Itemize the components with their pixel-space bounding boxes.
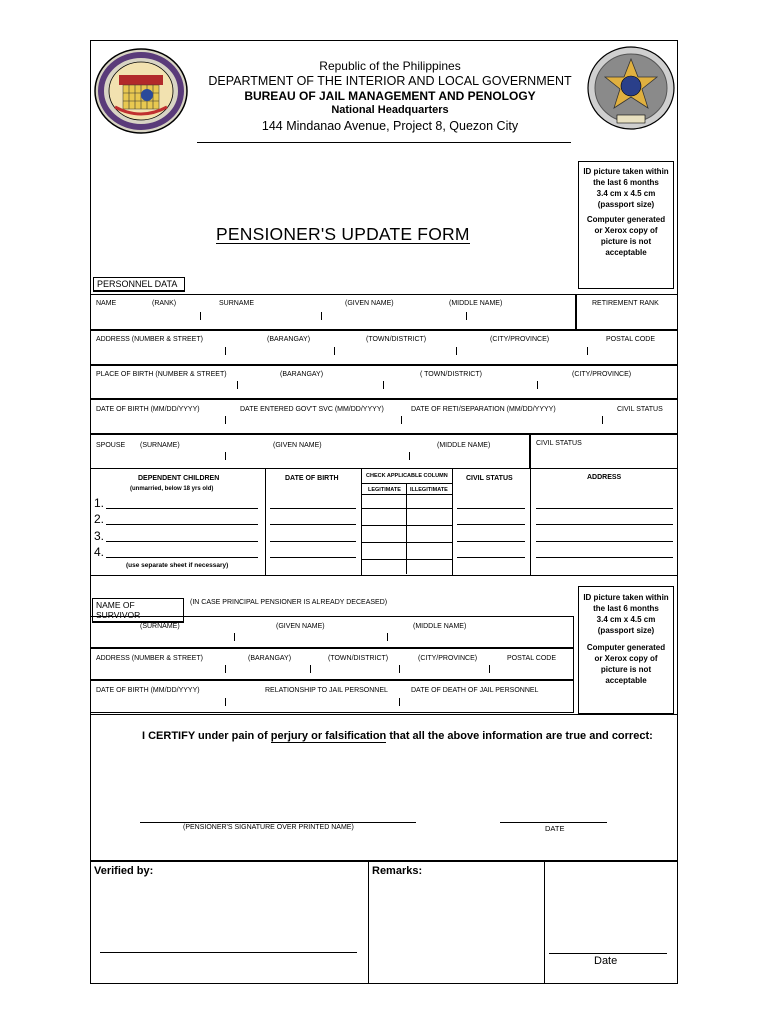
legitimate-header: LEGITIMATE bbox=[368, 487, 401, 493]
certify-text-3: that all the above information are true and correct: bbox=[386, 730, 653, 742]
id-picture-line: ID picture taken within bbox=[583, 593, 669, 602]
check-grid-line bbox=[361, 559, 452, 560]
child-address-line[interactable] bbox=[536, 541, 673, 542]
header-hq: National Headquarters bbox=[331, 104, 449, 116]
field-separator bbox=[466, 312, 467, 320]
id-picture-line: Computer generated bbox=[586, 215, 666, 224]
field-separator bbox=[310, 665, 311, 673]
id-picture-line: ID picture taken within bbox=[583, 167, 669, 176]
footer-date-label: Date bbox=[594, 955, 618, 967]
town-label: (TOWN/DISTRICT) bbox=[366, 336, 427, 343]
survivor-note: (IN CASE PRINCIPAL PENSIONER IS ALREADY DECEASED) bbox=[190, 599, 388, 606]
certify-divider bbox=[90, 714, 678, 715]
field-separator bbox=[409, 452, 410, 460]
surname-label: SURNAME bbox=[219, 300, 255, 307]
survivor-postal-label: POSTAL CODE bbox=[507, 655, 557, 662]
field-separator bbox=[225, 347, 226, 355]
dob-header: DATE OF BIRTH bbox=[285, 475, 339, 482]
rank-label: (RANK) bbox=[152, 300, 177, 307]
verified-by-signature-line[interactable] bbox=[100, 952, 357, 953]
field-separator bbox=[225, 416, 226, 424]
illegitimate-header: ILLEGITIMATE bbox=[410, 487, 448, 493]
field-separator bbox=[602, 416, 603, 424]
survivor-town-label: (TOWN/DISTRICT) bbox=[328, 655, 389, 662]
spouse-given-label: (GIVEN NAME) bbox=[273, 442, 322, 449]
survivor-dob-label: DATE OF BIRTH (MM/DD/YYYY) bbox=[96, 687, 200, 694]
spouse-label: SPOUSE bbox=[96, 442, 126, 449]
id-picture-line: acceptable bbox=[605, 248, 647, 257]
id-picture-line: Computer generated bbox=[586, 643, 666, 652]
name-of-survivor-label: NAME OF SURVIVOR bbox=[92, 598, 184, 623]
field-separator bbox=[489, 665, 490, 673]
civil-status-header: CIVIL STATUS bbox=[466, 475, 513, 482]
child-civil-line[interactable] bbox=[457, 524, 525, 525]
child-dob-line[interactable] bbox=[270, 508, 356, 509]
survivor-surname-label: (SURNAME) bbox=[140, 623, 180, 630]
bjmp-seal-icon bbox=[93, 47, 189, 135]
middle-name-label: (MIDDLE NAME) bbox=[449, 300, 503, 307]
id-picture-line: the last 6 months bbox=[593, 178, 659, 187]
place-of-birth-label: PLACE OF BIRTH (NUMBER & STREET) bbox=[96, 371, 227, 378]
child-address-line[interactable] bbox=[536, 557, 673, 558]
id-picture-line: acceptable bbox=[605, 676, 647, 685]
child-address-line[interactable] bbox=[536, 524, 673, 525]
postal-label: POSTAL CODE bbox=[606, 336, 656, 343]
col-divider bbox=[452, 469, 453, 576]
check-grid-line bbox=[361, 494, 452, 495]
col-divider bbox=[530, 469, 531, 576]
id-picture-line: 3.4 cm x 4.5 cm bbox=[596, 615, 656, 624]
given-name-label: (GIVEN NAME) bbox=[345, 300, 394, 307]
header-bureau: BUREAU OF JAIL MANAGEMENT AND PENOLOGY bbox=[244, 89, 536, 103]
field-separator bbox=[587, 347, 588, 355]
date-retirement-label: DATE OF RETI/SEPARATION (MM/DD/YYYY) bbox=[411, 406, 556, 413]
survivor-dates-row[interactable] bbox=[90, 680, 574, 713]
id-picture-line: or Xerox copy of bbox=[594, 654, 658, 663]
col-divider bbox=[265, 469, 266, 576]
id-picture-line: 3.4 cm x 4.5 cm bbox=[596, 189, 656, 198]
date-of-birth-label: DATE OF BIRTH (MM/DD/YYYY) bbox=[96, 406, 200, 413]
id-picture-box[interactable] bbox=[578, 161, 674, 289]
field-separator bbox=[225, 665, 226, 673]
spouse-middle-label: (MIDDLE NAME) bbox=[437, 442, 491, 449]
id-picture-line: (passport size) bbox=[597, 626, 655, 635]
child-dob-line[interactable] bbox=[270, 557, 356, 558]
check-column-header: CHECK APPLICABLE COLUMN bbox=[366, 473, 448, 479]
certify-date-line[interactable] bbox=[500, 822, 607, 823]
field-separator bbox=[225, 698, 226, 706]
id-picture-line: (passport size) bbox=[597, 200, 655, 209]
check-grid-line bbox=[361, 542, 452, 543]
certify-statement bbox=[142, 730, 653, 742]
spouse-row[interactable] bbox=[90, 434, 530, 469]
survivor-name-row[interactable] bbox=[90, 616, 574, 648]
child-number: 2. bbox=[94, 512, 105, 526]
child-civil-line[interactable] bbox=[457, 541, 525, 542]
footer-col-divider bbox=[368, 860, 369, 984]
city-label: (CITY/PROVINCE) bbox=[572, 371, 632, 378]
personnel-data-label: PERSONNEL DATA bbox=[93, 277, 185, 292]
date-entered-label: DATE ENTERED GOV'T SVC (MM/DD/YYYY) bbox=[240, 406, 384, 413]
child-number: 1. bbox=[94, 496, 105, 510]
child-civil-line[interactable] bbox=[457, 557, 525, 558]
spouse-civil-label: CIVIL STATUS bbox=[536, 440, 582, 447]
field-separator bbox=[383, 381, 384, 389]
city-label: (CITY/PROVINCE) bbox=[490, 336, 550, 343]
certify-text-1: I CERTIFY under pain of bbox=[142, 730, 271, 742]
child-dob-line[interactable] bbox=[270, 541, 356, 542]
field-separator bbox=[225, 452, 226, 460]
address-label: ADDRESS (NUMBER & STREET) bbox=[96, 336, 203, 343]
field-separator bbox=[234, 633, 235, 641]
id-picture-line: picture is not bbox=[600, 665, 652, 674]
header-address: 144 Mindanao Avenue, Project 8, Quezon City bbox=[261, 119, 519, 133]
footer-col-divider bbox=[544, 860, 545, 984]
check-sub-divider bbox=[406, 483, 407, 574]
survivor-address-row[interactable] bbox=[90, 648, 574, 680]
header-divider bbox=[197, 142, 571, 143]
field-separator bbox=[321, 312, 322, 320]
separate-sheet-note: (use separate sheet if necessary) bbox=[126, 562, 229, 569]
footer-date-line[interactable] bbox=[549, 953, 667, 954]
survivor-middle-label: (MIDDLE NAME) bbox=[413, 623, 467, 630]
id-picture-line: or Xerox copy of bbox=[594, 226, 658, 235]
retirement-rank-label: RETIREMENT RANK bbox=[592, 300, 659, 307]
spouse-surname-label: (SURNAME) bbox=[140, 442, 180, 449]
survivor-id-picture-box[interactable] bbox=[578, 586, 674, 714]
certify-date-label: DATE bbox=[545, 824, 565, 833]
field-separator bbox=[401, 416, 402, 424]
field-separator bbox=[456, 347, 457, 355]
name-label: NAME bbox=[96, 300, 117, 307]
civil-status-label: CIVIL STATUS bbox=[617, 406, 663, 413]
child-number: 4. bbox=[94, 545, 105, 559]
check-grid-line bbox=[361, 508, 452, 509]
field-separator bbox=[237, 381, 238, 389]
field-separator bbox=[399, 665, 400, 673]
survivor-given-label: (GIVEN NAME) bbox=[276, 623, 325, 630]
check-grid-line bbox=[361, 525, 452, 526]
header-department: DEPARTMENT OF THE INTERIOR AND LOCAL GOVERNMENT bbox=[208, 74, 572, 88]
child-name-line[interactable] bbox=[106, 557, 258, 558]
survivor-city-label: (CITY/PROVINCE) bbox=[418, 655, 478, 662]
pensioner-signature-line[interactable] bbox=[140, 822, 416, 823]
child-civil-line[interactable] bbox=[457, 508, 525, 509]
dependent-children-subheader: (unmarried, below 18 yrs old) bbox=[130, 486, 214, 492]
child-dob-line[interactable] bbox=[270, 524, 356, 525]
address-header: ADDRESS bbox=[587, 474, 622, 481]
relationship-label: RELATIONSHIP TO JAIL PERSONNEL bbox=[265, 687, 388, 694]
barangay-label: (BARANGAY) bbox=[267, 336, 311, 343]
dependent-children-header: DEPENDENT CHILDREN bbox=[138, 475, 220, 482]
child-name-line[interactable] bbox=[106, 508, 258, 509]
town-label: ( TOWN/DISTRICT) bbox=[420, 371, 482, 378]
survivor-address-label: ADDRESS (NUMBER & STREET) bbox=[96, 655, 203, 662]
id-picture-line: picture is not bbox=[600, 237, 652, 246]
field-separator bbox=[200, 312, 201, 320]
form-title: PENSIONER'S UPDATE FORM bbox=[216, 224, 470, 244]
footer-divider bbox=[90, 860, 678, 862]
child-address-line[interactable] bbox=[536, 508, 673, 509]
barangay-label: (BARANGAY) bbox=[280, 371, 324, 378]
header-republic: Republic of the Philippines bbox=[319, 59, 461, 73]
dates-row[interactable] bbox=[90, 399, 678, 434]
remarks-label: Remarks: bbox=[372, 865, 423, 877]
child-number: 3. bbox=[94, 529, 105, 543]
verified-by-label: Verified by: bbox=[94, 865, 154, 877]
certify-text-2: perjury or falsification bbox=[270, 730, 387, 742]
field-separator bbox=[399, 698, 400, 706]
child-name-line[interactable] bbox=[106, 541, 258, 542]
child-name-line[interactable] bbox=[106, 524, 258, 525]
field-separator bbox=[537, 381, 538, 389]
death-date-label: DATE OF DEATH OF JAIL PERSONNEL bbox=[411, 687, 539, 694]
id-picture-line: the last 6 months bbox=[593, 604, 659, 613]
survivor-barangay-label: (BARANGAY) bbox=[248, 655, 292, 662]
signature-label: (PENSIONER'S SIGNATURE OVER PRINTED NAME) bbox=[183, 824, 354, 831]
field-separator bbox=[334, 347, 335, 355]
field-separator bbox=[387, 633, 388, 641]
